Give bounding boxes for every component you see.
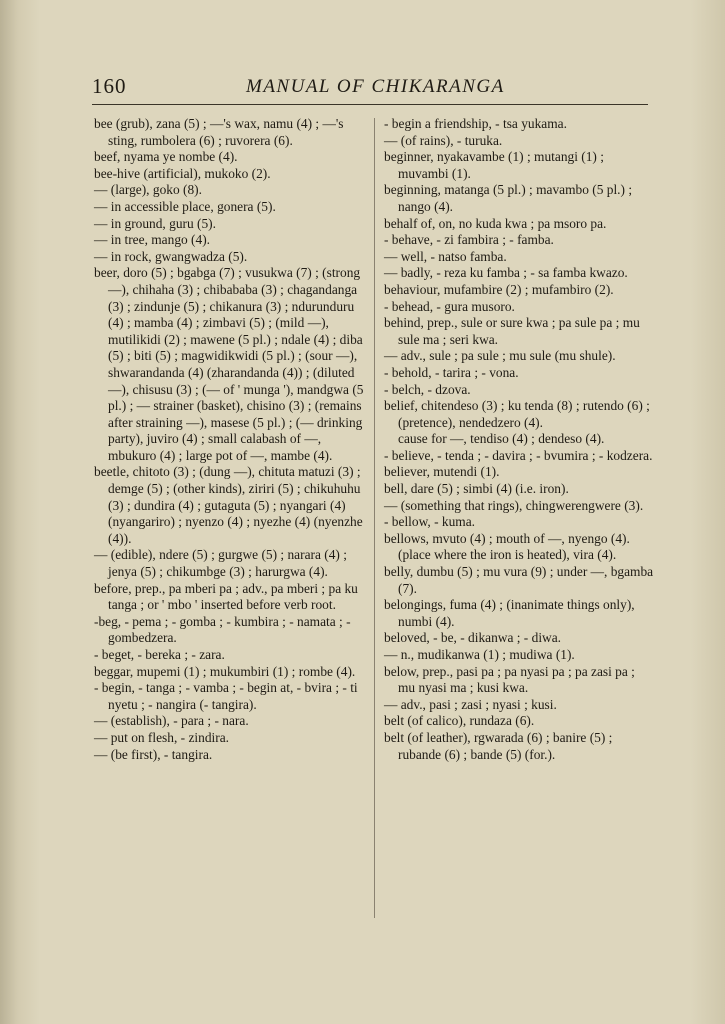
dictionary-entry: behind, prep., sule or sure kwa ; pa sule pa ; mu sule ma ; seri kwa. [384, 315, 640, 347]
page-number: 160 [92, 74, 127, 98]
header-rule [92, 104, 648, 105]
dictionary-entry: - believe, - tenda ; - davira ; - bvumira ; - kodzera. [384, 447, 653, 463]
dictionary-entry: — n., mudikanwa (1) ; mudiwa (1). [384, 647, 575, 662]
dictionary-entry: — (edible), ndere (5) ; gurgwe (5) ; narara (4) ; jenya (5) ; chikumbge (3) ; harurgwa (4). [94, 547, 347, 580]
right-column [384, 116, 654, 763]
dictionary-entry: before, prep., pa mberi pa ; adv., pa mberi ; pa ku tanga ; or ' mbo ' inserted before verb root. [94, 580, 358, 613]
dictionary-entry: belt (of calico), rundaza (6). [384, 713, 535, 729]
dictionary-entry: — in rock, gwangwadza (5). [94, 248, 248, 264]
dictionary-entry: belly, dumbu (5) ; mu vura (9) ; under —, bgamba (7). [384, 564, 654, 596]
dictionary-entry: beef, nyama ye nombe (4). [94, 149, 238, 165]
column-divider [374, 118, 375, 918]
dictionary-entry: believer, mutendi (1). [384, 464, 500, 480]
dictionary-entry: - begin a friendship, - tsa yukama. [384, 116, 567, 131]
left-column [94, 116, 366, 763]
dictionary-entry: cause for —, tendiso (4) ; dendeso (4). [398, 431, 605, 447]
dictionary-entry: bell, dare (5) ; simbi (4) (i.e. iron). [384, 481, 569, 497]
dictionary-entry: beloved, - be, - dikanwa ; - diwa. [384, 630, 561, 646]
dictionary-entry: behalf of, on, no kuda kwa ; pa msoro pa. [384, 215, 607, 231]
dictionary-entry: - behead, - gura musoro. [384, 298, 515, 314]
dictionary-entry: beginner, nyakavambe (1) ; mutangi (1) ; muvambi (1). [384, 149, 604, 181]
dictionary-entry: behaviour, mufambire (2) ; mufambiro (2). [384, 281, 614, 297]
page-header [92, 74, 652, 102]
dictionary-entry: beer, doro (5) ; bgabga (7) ; vusukwa (7) ; (strong —), chihaha (3) ; chibababa (3) ; chagandanga (3) ; zindunje (5) ; chikanura (3) ; ndurunduru (4) ; mamba (4) ; zimbavi (5) ; (mild —), mutilikidi (2) ; mawene (5 pl.) ; ndale (4) ; diba (5) ; biti (5) ; magwidikwidi (5 pl.) ; (sour —), shwarandanda (4) (zharandanda (4)) ; (diluted —), chisusu (3) ; (— of ' munga '), mandgwa (5 pl.) ; — strainer (basket), chisino (3) ; (remains after straining —), masese (5 pl.) ; (— drinking party), juviro (4) ; small calabash of —, mbukuro (4) ; large pot of —, mambe (4). [94, 265, 364, 463]
dictionary-entry: — (be first), - tangira. [94, 746, 213, 762]
dictionary-entry: — (of rains), - turuka. [384, 132, 503, 148]
dictionary-entry: beggar, mupemi (1) ; mukumbiri (1) ; rombe (4). [94, 663, 356, 679]
dictionary-entry: — in tree, mango (4). [94, 232, 211, 248]
dictionary-entry: belief, chitendeso (3) ; ku tenda (8) ; rutendo (6) ; (pretence), nendedzero (4). [384, 398, 650, 430]
dictionary-entry: below, prep., pasi pa ; pa nyasi pa ; pa zasi pa ; mu nyasi ma ; kusi kwa. [384, 663, 635, 696]
dictionary-entry: -beg, - pema ; - gomba ; - kumbira ; - namata ; - gombedzera. [94, 613, 351, 646]
dictionary-entry: — adv., sule ; pa sule ; mu sule (mu shule). [384, 348, 616, 364]
dictionary-entry: bee-hive (artificial), mukoko (2). [94, 165, 271, 181]
dictionary-entry: — put on flesh, - zindira. [94, 729, 229, 745]
dictionary-entry: - behave, - zi fambira ; - famba. [384, 232, 554, 248]
dictionary-entry: — well, - natso famba. [384, 248, 507, 264]
running-title: MANUAL OF CHIKARANGA [246, 76, 505, 97]
dictionary-entry: — in ground, guru (5). [94, 215, 216, 231]
dictionary-entry: - belch, - dzova. [384, 381, 471, 397]
dictionary-entry: beginning, matanga (5 pl.) ; mavambo (5 pl.) ; nango (4). [384, 182, 633, 214]
dictionary-entry: belt (of leather), rgwarada (6) ; banire (5) ; rubande (6) ; bande (5) (for.). [384, 729, 613, 762]
dictionary-entry: beetle, chitoto (3) ; (dung —), chituta matuzi (3) ; demge (5) ; (other kinds), ziriri (5) ; chikuhuhu (3) ; dundira (4) ; gutaguta (5) ; nyangari (4) (nyangariro) ; nyenzo (4) ; nyezhe (4) (nyenzhe (4)). [94, 464, 363, 546]
dictionary-entry: - bellow, - kuma. [384, 514, 475, 530]
dictionary-entry: — (establish), - para ; - nara. [94, 713, 249, 729]
dictionary-entry: - behold, - tarira ; - vona. [384, 364, 519, 380]
dictionary-entry: — (something that rings), chingwerengwere (3). [384, 497, 644, 513]
dictionary-entry: — (large), goko (8). [94, 182, 202, 198]
dictionary-entry: — adv., pasi ; zasi ; nyasi ; kusi. [384, 696, 557, 712]
dictionary-entry: — in accessible place, gonera (5). [94, 198, 276, 214]
dictionary-entry: belongings, fuma (4) ; (inanimate things only), numbi (4). [384, 597, 635, 629]
dictionary-entry: - begin, - tanga ; - vamba ; - begin at, - bvira ; - ti nyetu ; - nangira (- tangira). [94, 680, 358, 712]
dictionary-entry: bellows, mvuto (4) ; mouth of —, nyengo (4). [384, 530, 630, 546]
dictionary-entry: (place where the iron is heated), vira (4). [398, 547, 617, 563]
dictionary-entry: bee (grub), zana (5) ; —'s wax, namu (4) ; —'s sting, rumbolera (6) ; ruvorera (6). [94, 116, 344, 148]
dictionary-entry: — badly, - reza ku famba ; - sa famba kwazo. [384, 265, 628, 281]
dictionary-entry: - beget, - bereka ; - zara. [94, 647, 225, 662]
